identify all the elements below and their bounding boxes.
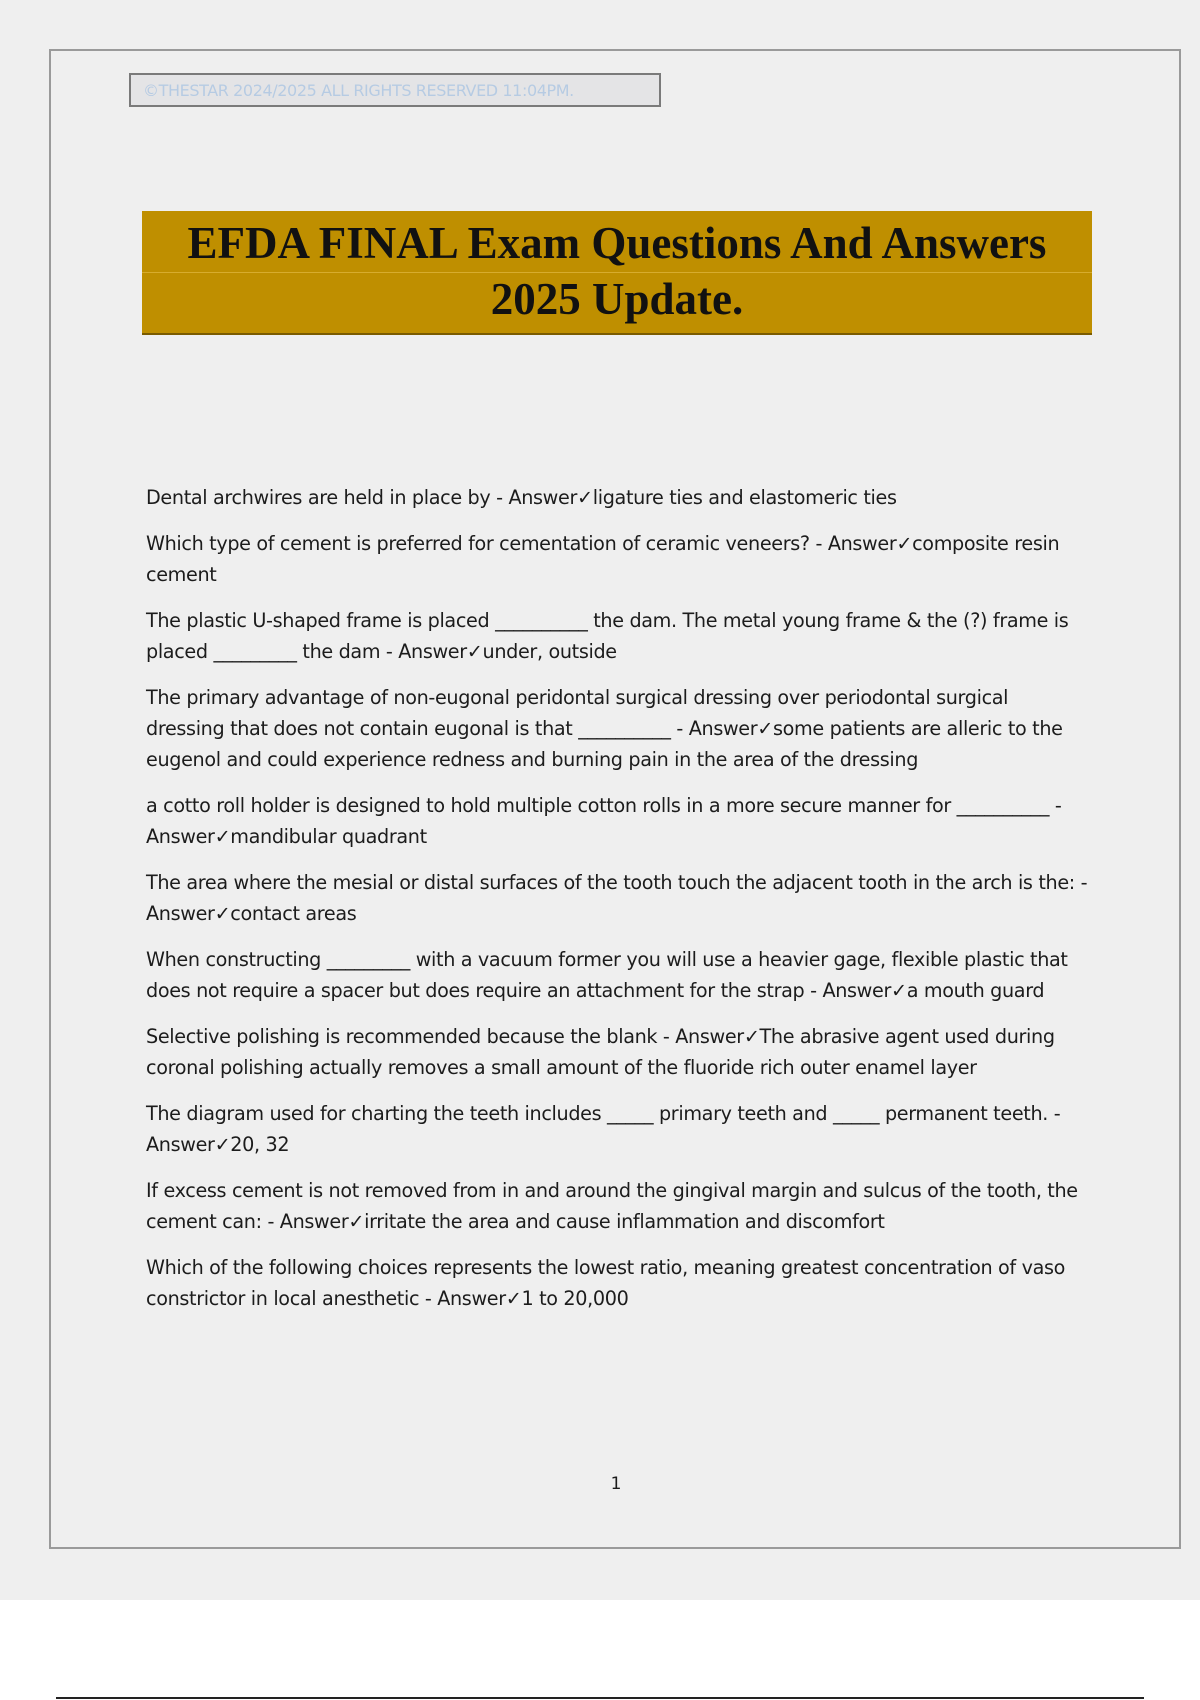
qa-item: The primary advantage of non-eugonal peridontal surgical dressing over periodontal surgical dressing that does not contain eugonal is that __________ - Answer✓some patients are alleric to the eugenol and could experience redness and burning pain in the area of the dressing [146,686,1063,771]
document-title-band [142,211,1092,335]
next-page-edge [0,1600,1200,1700]
qa-item: Selective polishing is recommended because the blank - Answer✓The abrasive agent used during coronal polishing actually removes a small amount of the fluoride rich outer enamel layer [146,1025,1055,1079]
qa-item: The diagram used for charting the teeth includes _____ primary teeth and _____ permanent teeth. - Answer✓20, 32 [146,1102,1061,1156]
bottom-rule [56,1697,1144,1699]
copyright-watermark: ©THESTAR 2024/2025 ALL RIGHTS RESERVED 11:04PM. [143,80,574,100]
question-answer-list [146,482,1092,1329]
qa-item: The area where the mesial or distal surfaces of the tooth touch the adjacent tooth in the arch is the: - Answer✓contact areas [146,871,1088,925]
qa-item: Dental archwires are held in place by - Answer✓ligature ties and elastomeric ties [146,486,897,509]
qa-item: Which type of cement is preferred for cementation of ceramic veneers? - Answer✓composite resin cement [146,532,1060,586]
qa-item: Which of the following choices represents the lowest ratio, meaning greatest concentration of vaso constrictor in local anesthetic - Answer✓1 to 20,000 [146,1256,1066,1310]
page-number: 1 [610,1474,622,1494]
document-title-line-2: 2025 Update. [490,274,744,324]
qa-item: The plastic U-shaped frame is placed __________ the dam. The metal young frame & the (?) frame is placed _________ the dam - Answer✓under, outside [146,609,1069,663]
qa-item: When constructing _________ with a vacuum former you will use a heavier gage, flexible plastic that does not require a spacer but does require an attachment for the strap - Answer✓a mouth guard [146,948,1068,1002]
qa-item: a cotto roll holder is designed to hold multiple cotton rolls in a more secure manner for __________ - Answer✓mandibular quadrant [146,794,1062,848]
copyright-watermark-box [129,73,661,107]
document-title-line-1: EFDA FINAL Exam Questions And Answers [187,218,1047,268]
qa-item: If excess cement is not removed from in and around the gingival margin and sulcus of the tooth, the cement can: - Answer✓irritate the area and cause inflammation and discomfort [146,1179,1078,1233]
